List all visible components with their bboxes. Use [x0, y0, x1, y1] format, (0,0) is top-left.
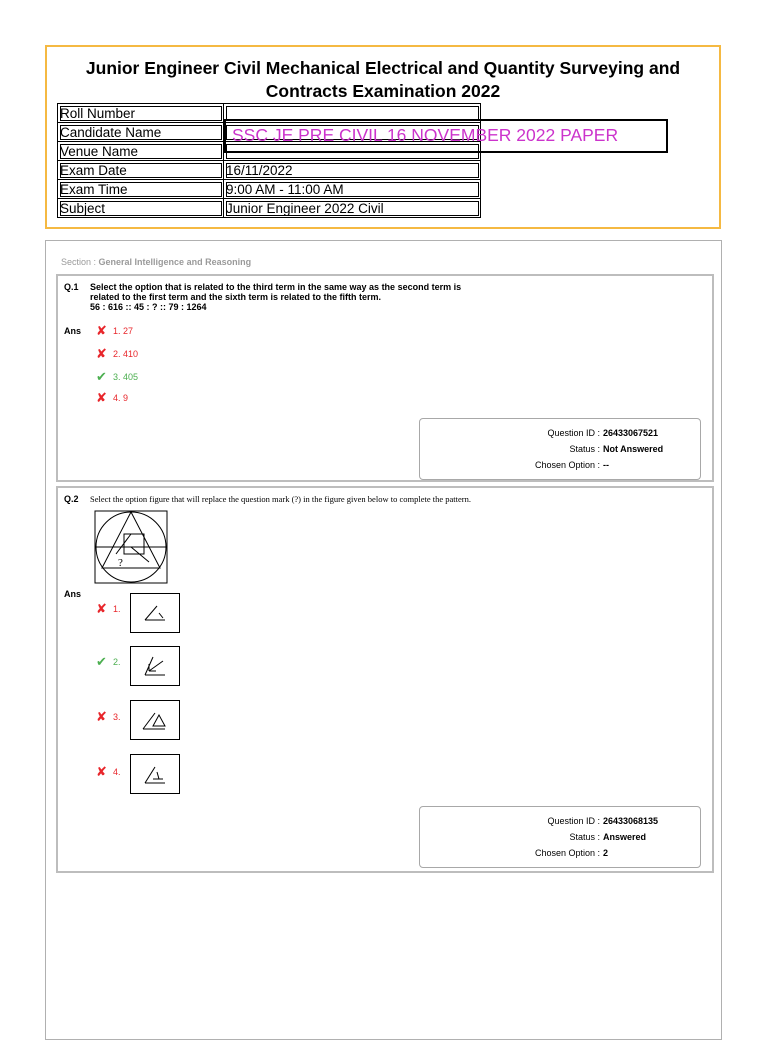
cross-icon: ✘	[96, 323, 107, 338]
exam-title: Junior Engineer Civil Mechanical Electrical and Quantity Surveying and Contracts Examination 2022	[85, 58, 681, 101]
svg-text:?: ?	[118, 557, 123, 569]
question-1	[56, 274, 714, 482]
table-row: Subject Junior Engineer 2022 Civil	[58, 199, 481, 218]
watermark-banner: SSC JE PRE CIVIL 16 NOVEMBER 2022 PAPER	[224, 119, 668, 153]
option-4-figure[interactable]	[130, 754, 180, 794]
question-text: Select the option figure that will replace the question mark (?) in the figure given below to complete the pattern.	[90, 494, 471, 504]
cross-icon: ✘	[96, 709, 107, 724]
table-row: Roll Number	[58, 104, 481, 123]
question-2	[56, 486, 714, 873]
option-1: ✘ 1.	[96, 601, 121, 616]
cross-icon: ✘	[96, 390, 107, 405]
table-row: Candidate Name	[58, 123, 481, 142]
option-3: ✘ 3.	[96, 709, 121, 724]
cross-icon: ✘	[96, 346, 107, 361]
table-row: Exam Date 16/11/2022	[58, 161, 481, 180]
question-figure	[94, 510, 168, 584]
question-number: Q.2	[64, 494, 79, 504]
table-row: Venue Name	[58, 142, 481, 161]
option-4: ✘ 4.	[96, 764, 121, 779]
option-4: ✘ 4. 9	[96, 390, 129, 405]
question-paper[interactable]	[45, 240, 722, 1040]
answer-label: Ans	[64, 589, 82, 599]
option-1-figure[interactable]	[130, 593, 180, 633]
option-2-figure[interactable]	[130, 646, 180, 686]
cross-icon: ✘	[96, 601, 107, 616]
check-icon: ✔	[96, 654, 107, 669]
question-info-card: Question ID : 26433068135 Status : Answered Chosen Option : 2	[419, 806, 701, 868]
question-number: Q.1	[64, 282, 79, 292]
check-icon: ✔	[96, 369, 107, 384]
table-row: Exam Time 9:00 AM - 11:00 AM	[58, 180, 481, 199]
question-info-card: Question ID : 26433067521 Status : Not Answered Chosen Option : --	[419, 418, 701, 480]
option-2: ✘ 2. 410	[96, 346, 139, 361]
option-3: ✔ 3. 405	[96, 369, 139, 384]
cross-icon: ✘	[96, 764, 107, 779]
question-text: Select the option that is related to the third term in the same way as the second term is related to the first term and the sixth term is related to the fifth term. 56 : 616 :: 45 : ? :: 79 : 1264	[90, 282, 462, 312]
option-2: ✔ 2.	[96, 654, 121, 669]
option-1: ✘ 1. 27	[96, 323, 134, 338]
option-3-figure[interactable]	[130, 700, 180, 740]
answer-label: Ans	[64, 326, 82, 336]
exam-header	[45, 45, 721, 229]
section-label: Section : General Intelligence and Reasoning	[61, 257, 252, 267]
